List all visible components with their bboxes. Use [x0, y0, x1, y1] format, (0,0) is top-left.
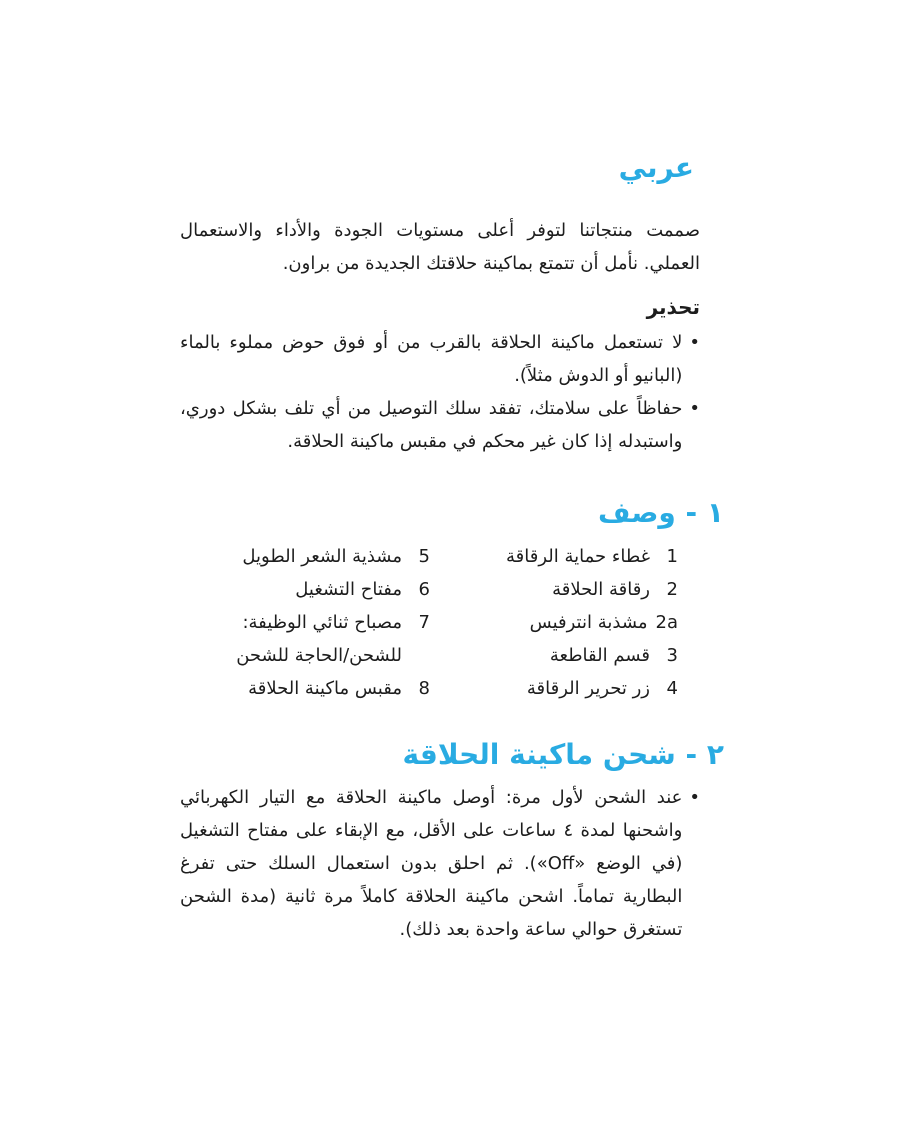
part-label: قسم القاطعة	[549, 645, 650, 666]
intro-paragraph: صممت منتجاتنا لتوفر أعلى مستويات الجودة والأداء والاستعمال العملي. نأمل أن تتمتع بماكينة حلاقتك الجديدة من براون.	[180, 220, 700, 274]
part-number: 6	[418, 579, 430, 600]
part-label: غطاء حماية الرقاقة	[505, 546, 650, 567]
part-number: 3	[666, 645, 678, 666]
warning-bullet-text: حفاظاً على سلامتك، تفقد سلك التوصيل من أي تلف بشكل دوري، واستبدله إذا كان غير محكم في مقبس ماكينة الحلاقة.	[180, 398, 683, 452]
parts-list	[180, 540, 700, 705]
page-content	[180, 0, 724, 1134]
part-label: مفتاح التشغيل	[295, 579, 402, 600]
part-row	[430, 672, 678, 705]
warning-list	[180, 326, 700, 458]
parts-column-left	[180, 540, 430, 705]
section-2-title: ٢ - شحن ماكينة الحلاقة	[402, 738, 724, 771]
charging-bullet-text: عند الشحن لأول مرة: أوصل ماكينة الحلاقة مع التيار الكهربائي واشحنها لمدة ٤ ساعات على الأقل، مع الإبقاء على مفتاح التشغيل (في الوضع «Off»). ثم احلق بدون استعمال السلك حتى تفرغ البطارية تماماً. اشحن ماكينة الحلاقة كاملاً مرة ثانية (مدة الشحن تستغرق حوالي ساعة واحدة بعد ذلك).	[180, 787, 683, 940]
bullet-icon: •	[689, 787, 700, 808]
parts-column-right	[430, 540, 700, 705]
part-label: مقبس ماكينة الحلاقة	[248, 678, 402, 699]
part-number: 4	[666, 678, 678, 699]
warning-bullet-text: لا تستعمل ماكينة الحلاقة بالقرب من أو فوق حوض مملوء بالماء (البانيو أو الدوش مثلاً).	[180, 332, 683, 386]
part-row	[430, 606, 678, 639]
part-label: زر تحرير الرقاقة	[526, 678, 650, 699]
part-label: مشذية الشعر الطويل	[242, 546, 402, 567]
warning-title: تحذير	[646, 295, 700, 319]
part-row	[180, 672, 430, 705]
charging-instructions	[180, 781, 700, 946]
part-number: 2	[666, 579, 678, 600]
language-heading: عربي	[618, 151, 694, 184]
warning-bullet-item	[180, 326, 700, 392]
part-number: 8	[418, 678, 430, 699]
part-row	[430, 540, 678, 573]
part-label: رقاقة الحلاقة	[552, 579, 650, 600]
part-number: 5	[418, 546, 430, 567]
part-label: مصباح ثنائي الوظيفة: للشحن/الحاجة للشحن	[236, 612, 402, 666]
part-row	[180, 540, 430, 573]
part-number: 7	[418, 612, 430, 633]
section-1-title: ١ - وصف	[597, 496, 724, 529]
bullet-icon: •	[689, 332, 700, 353]
warning-bullet-item	[180, 392, 700, 458]
charging-bullet-item	[180, 781, 700, 946]
bullet-icon: •	[689, 398, 700, 419]
part-number: 2a	[655, 612, 678, 633]
part-number: 1	[666, 546, 678, 567]
part-row	[430, 573, 678, 606]
part-label: مشذبة انترفيس	[529, 612, 648, 633]
part-row	[180, 606, 430, 672]
part-row	[430, 639, 678, 672]
part-row	[180, 573, 430, 606]
